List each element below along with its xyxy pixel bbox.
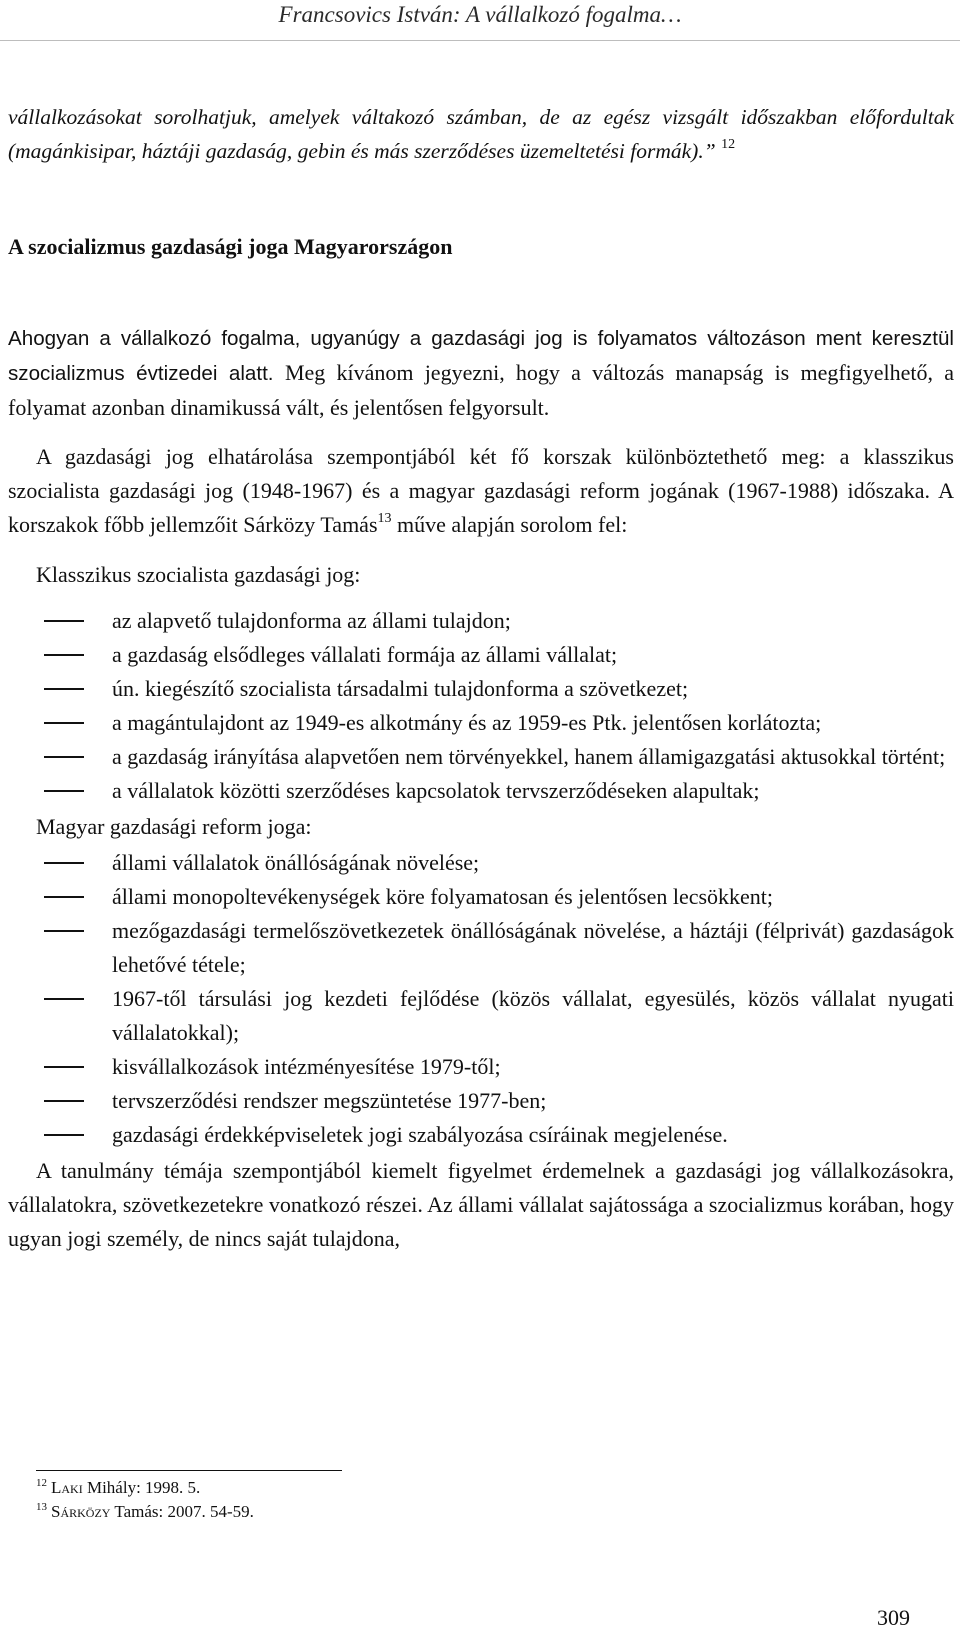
dash-bullet-icon — [44, 862, 84, 864]
dash-bullet-icon — [44, 790, 84, 792]
list-item — [8, 774, 954, 808]
paragraph-2 — [8, 440, 954, 542]
dash-bullet-icon — [44, 654, 84, 656]
list-item-text: ún. kiegészítő szocialista társadalmi tulajdonforma a szövetkezet; — [112, 676, 689, 701]
list-1 — [8, 604, 954, 808]
list-item-text: 1967-től társulási jog kezdeti fejlődése (közös vállalat, egyesülés, közös vállalat nyugati vállalatokkal); — [112, 986, 954, 1045]
dash-bullet-icon — [44, 998, 84, 1000]
dash-bullet-icon — [44, 756, 84, 758]
running-header: Francsovics István: A vállalkozó fogalma… — [278, 2, 682, 27]
list-item-text: állami monopoltevékenységek köre folyamatosan és jelentősen lecsökkent; — [112, 884, 774, 909]
footnote-number: 13 — [36, 1501, 47, 1513]
page-body — [8, 100, 954, 1256]
dash-bullet-icon — [44, 722, 84, 724]
list-item — [8, 880, 954, 914]
list-item — [8, 1118, 954, 1152]
paragraph-1 — [8, 322, 954, 426]
footnote-divider — [36, 1470, 342, 1471]
list-item-text: a gazdaság irányítása alapvetően nem törvényekkel, hanem államigazgatási aktusokkal történt; — [112, 744, 946, 769]
intro-text: vállalkozásokat sorolhatjuk, amelyek váltakozó számban, de az egész vizsgált időszakban előfordultak (magánkisipar, háztáji gazdaság, gebin és más szerződéses üzemeltetési formák).” — [8, 105, 954, 163]
list-item — [8, 672, 954, 706]
list-item — [8, 914, 954, 982]
paragraph-2-after: műve alapján sorolom fel: — [391, 512, 628, 537]
dash-bullet-icon — [44, 688, 84, 690]
footnote-12 — [36, 1476, 736, 1500]
footnote-number: 12 — [36, 1477, 47, 1489]
list-item-text: gazdasági érdekképviseletek jogi szabályozása csíráinak megjelenése. — [112, 1122, 728, 1147]
list-2 — [8, 846, 954, 1152]
dash-bullet-icon — [44, 620, 84, 622]
list-item-text: a vállalatok közötti szerződéses kapcsolatok tervszerződéseken alapultak; — [112, 778, 760, 803]
footnotes — [36, 1476, 736, 1524]
list-item-text: mezőgazdasági termelőszövetkezetek önállóságának növelése, a háztáji (félprivát) gazdaságok lehetővé tétele; — [112, 918, 954, 977]
page-number: 309 — [877, 1605, 910, 1630]
list-item — [8, 604, 954, 638]
footnote-author: Laki — [51, 1478, 83, 1497]
list-item — [8, 638, 954, 672]
list-1-title: Klasszikus szocialista gazdasági jog: — [36, 562, 361, 587]
dash-bullet-icon — [44, 1134, 84, 1136]
list-item-text: a magántulajdont az 1949-es alkotmány és az 1959-es Ptk. jelentősen korlátozta; — [112, 710, 822, 735]
dash-bullet-icon — [44, 896, 84, 898]
footnote-author: Sárközy — [51, 1502, 111, 1521]
intro-paragraph — [8, 100, 954, 168]
list-item — [8, 1050, 954, 1084]
list-item — [8, 1084, 954, 1118]
list-item — [8, 982, 954, 1050]
list-item-text: a gazdaság elsődleges vállalati formája az állami vállalat; — [112, 642, 618, 667]
list-2-title: Magyar gazdasági reform joga: — [36, 814, 312, 839]
footnote-text: Mihály: 1998. 5. — [82, 1478, 201, 1497]
list-item-text: állami vállalatok önállóságának növelése; — [112, 850, 480, 875]
footnote-ref-13[interactable]: 13 — [377, 511, 392, 526]
list-item — [8, 740, 954, 774]
list-item — [8, 846, 954, 880]
list-item-text: az alapvető tulajdonforma az állami tulajdon; — [112, 608, 511, 633]
paragraph-1-part-2: Meg kívánom jegyezni, hogy a változás manapság is megfigyelhető, a folyamat azonban dinamikussá vált, és jelentősen felgyorsult. — [8, 360, 954, 420]
dash-bullet-icon — [44, 1100, 84, 1102]
section-heading: A szocializmus gazdasági joga Magyarországon — [8, 234, 453, 259]
footnote-ref-12[interactable]: 12 — [721, 137, 736, 152]
paragraph-2-before: A gazdasági jog elhatárolása szempontjából két fő korszak különböztethető meg: a klasszikus szocialista gazdasági jog (1948-1967) és a magyar gazdasági reform jogának (1967-1988) időszaka. A korszakok főbb jellemzőit Sárközy Tamás — [8, 444, 954, 537]
list-item-text: kisvállalkozások intézményesítése 1979-től; — [112, 1054, 501, 1079]
paragraph-1-part-1: Ahogyan a vállalkozó fogalma, ugyanúgy a gazdasági jog is folyamatos változáson ment keresztül szocializmus évtizedei alatt. — [8, 327, 954, 385]
header-divider — [0, 40, 960, 41]
list-item-text: tervszerződési rendszer megszüntetése 1977-ben; — [112, 1088, 547, 1113]
paragraph-3: A tanulmány témája szempontjából kiemelt figyelmet érdemelnek a gazdasági jog vállalkozásokra, vállalatokra, szövetkezetekre vonatkozó részei. Az állami vállalat sajátossága a szocializmus korában, hogy ugyan jogi személy, de nincs saját tulajdona, — [8, 1158, 954, 1251]
footnote-13 — [36, 1500, 736, 1524]
footnote-text: Tamás: 2007. 54-59. — [110, 1502, 254, 1521]
list-item — [8, 706, 954, 740]
dash-bullet-icon — [44, 930, 84, 932]
dash-bullet-icon — [44, 1066, 84, 1068]
